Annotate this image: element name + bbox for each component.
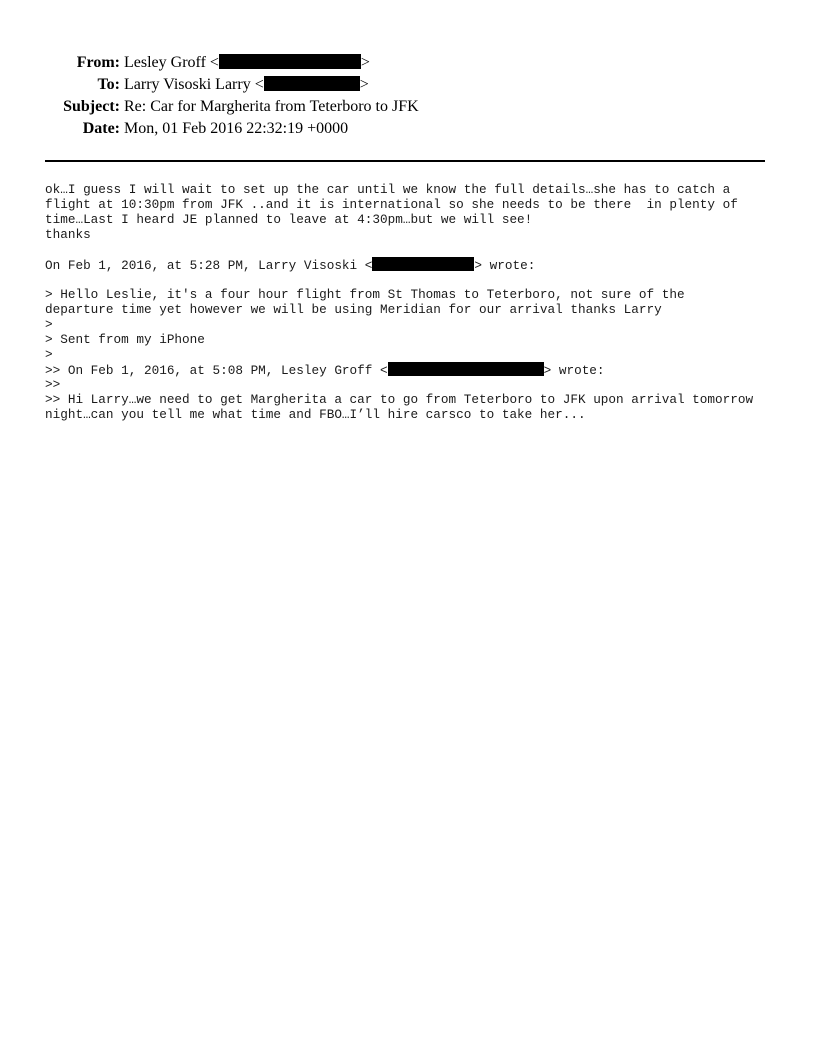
quoted-line: >> Hi Larry…we need to get Margherita a car to go from Teterboro to JFK upon arrival tomorrow [45,392,754,407]
subject-row [0,96,816,118]
from-row [0,52,816,74]
redaction-box [264,76,360,91]
attribution-suffix: > wrote: [474,258,536,273]
quoted-line: > Sent from my iPhone [45,332,205,347]
quoted-line: >> [45,377,61,392]
quoted-line: > [45,347,53,362]
blank-line [45,242,785,257]
from-close: > [360,54,370,71]
blank-line [45,272,785,287]
quoted-line: night…can you tell me what time and FBO…I’ll hire carsco to take her... [45,407,586,422]
quote-attribution-2 [45,362,785,377]
redaction-box [372,257,474,271]
to-value [124,74,369,96]
redaction-box [219,54,361,69]
from-label: From: [76,54,120,71]
quoted-line: departure time yet however we will be using Meridian for our arrival thanks Larry [45,302,662,317]
attribution-prefix: On Feb 1, 2016, at 5:28 PM, Larry Visoski < [45,258,373,273]
subject-value: Re: Car for Margherita from Teterboro to JFK [124,98,419,115]
date-value: Mon, 01 Feb 2016 22:32:19 +0000 [124,120,349,137]
quoted-line: > Hello Leslie, it's a four hour flight from St Thomas to Teterboro, not sure of the [45,287,685,302]
body-line: ok…I guess I will wait to set up the car until we know the full details…she has to catch a [45,182,731,197]
to-row [0,74,816,96]
from-name: Lesley Groff < [124,54,219,71]
attribution-suffix: > wrote: [543,363,605,378]
attribution-prefix: >> On Feb 1, 2016, at 5:08 PM, Lesley Groff < [45,363,388,378]
from-value [124,52,370,74]
to-name: Larry Visoski Larry < [124,76,264,93]
date-row [0,118,816,140]
email-body [45,182,785,422]
quote-attribution-1 [45,257,785,272]
email-header [0,52,816,140]
body-line: time…Last I heard JE planned to leave at 4:30pm…but we will see! [45,212,533,227]
date-label: Date: [82,120,120,137]
quoted-line: > [45,317,53,332]
header-divider [45,160,765,162]
to-label: To: [97,76,120,93]
to-close: > [359,76,369,93]
redaction-box [388,362,544,376]
body-line: flight at 10:30pm from JFK ..and it is international so she needs to be there in plenty of [45,197,738,212]
subject-label: Subject: [63,98,120,115]
body-line: thanks [45,227,91,242]
